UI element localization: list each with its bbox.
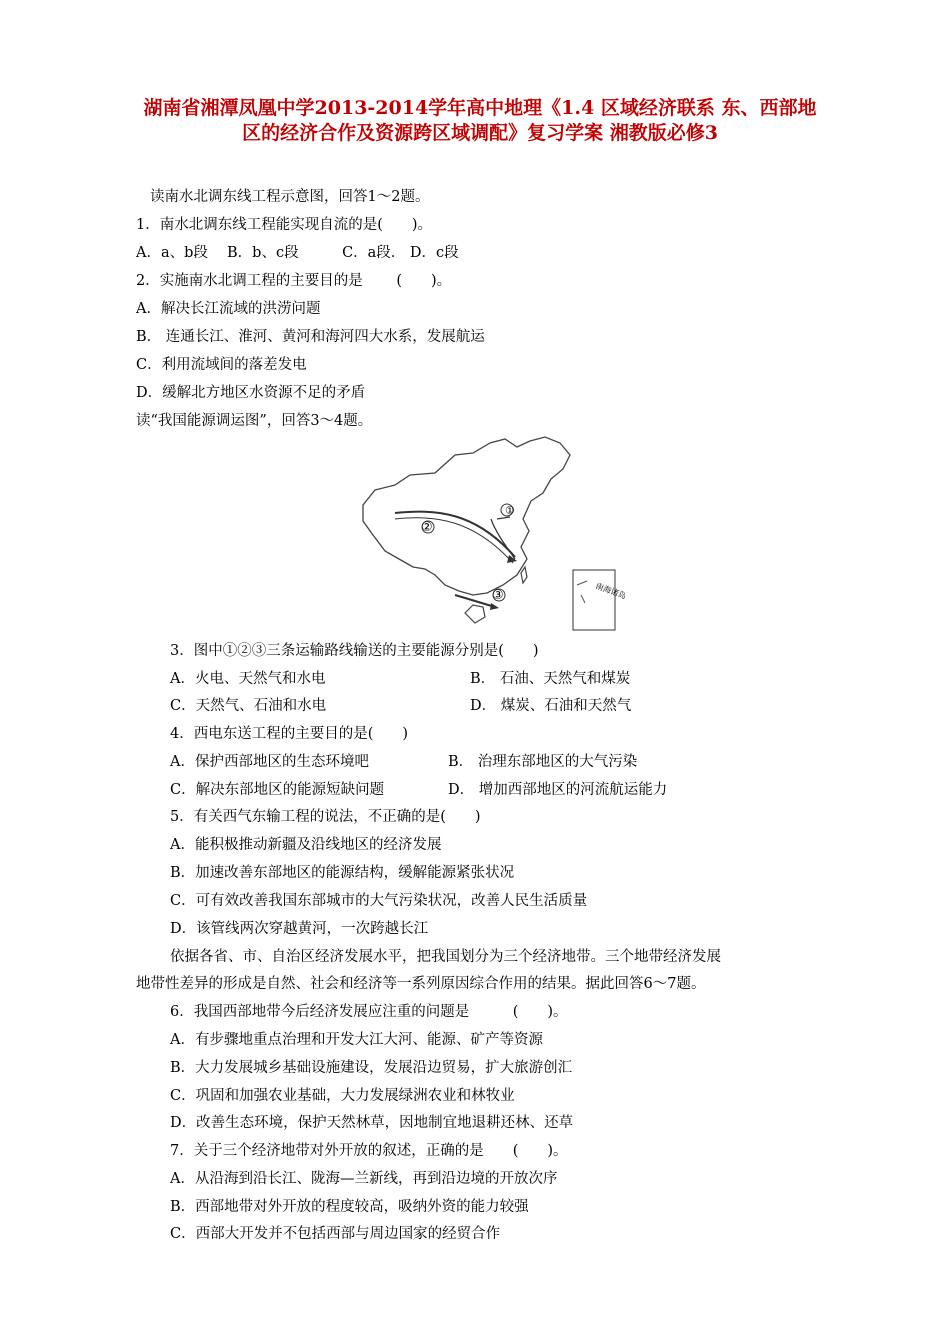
marker-1: ①: [505, 504, 515, 517]
option-c: C．西部大开发并不包括西部与周边国家的经贸合作: [170, 1226, 501, 1242]
option-d: D．改善生态环境，保护天然林草，因地制宜地退耕还林、还草: [170, 1115, 574, 1131]
south-china-sea-inset: [573, 570, 615, 630]
arrowhead: [490, 603, 499, 610]
document-title: 湖南省湘潭凤凰中学2013-2014学年高中地理《1.4 区域经济联系 东、西部地区的经济合作及资源跨区域调配》复习学案 湘教版必修3: [143, 97, 817, 144]
option-c: C．利用流域间的落差发电: [136, 357, 307, 373]
option-a: A．保护西部地区的生态环境吧: [170, 754, 369, 770]
question-stem: 1．南水北调东线工程能实现自流的是( )。: [136, 217, 433, 233]
question-stem: 6．我国西部地带今后经济发展应注重的问题是 ( )。: [170, 1004, 568, 1020]
question-stem: 7．关于三个经济地带对外开放的叙述，正确的是 ( )。: [170, 1143, 568, 1159]
option-c: C．解决东部地区的能源短缺问题: [170, 782, 385, 798]
question-stem: 4．西电东送工程的主要目的是( ): [170, 726, 409, 742]
option-c: C．天然气、石油和水电: [170, 698, 327, 714]
option-a: A．能积极推动新疆及沿线地区的经济发展: [170, 837, 442, 853]
option-b: B． 连通长江、淮河、黄河和海河四大水系，发展航运: [136, 329, 485, 345]
option-a: A．从沿海到沿长江、陇海—兰新线，再到沿边境的开放次序: [170, 1171, 558, 1187]
question-options: A．a、b段 B．b、c段 C．a段． D．c段: [136, 245, 459, 261]
intro-text: 依据各省、市、自治区经济发展水平，把我国划分为三个经济地带。三个地带经济发展: [170, 949, 721, 965]
intro-text: 地带性差异的形成是自然、社会和经济等一系列原因综合作用的结果。据此回答6～7题。: [136, 976, 706, 992]
option-c: C．巩固和加强农业基础，大力发展绿洲农业和林牧业: [170, 1088, 515, 1104]
intro-text: 读“我国能源调运图”，回答3～4题。: [136, 413, 373, 429]
option-a: A．有步骤地重点治理和开发大江大河、能源、矿产等资源: [170, 1032, 543, 1048]
option-d: D． 煤炭、石油和天然气: [470, 698, 632, 714]
option-d: D．该管线两次穿越黄河，一次跨越长江: [170, 921, 429, 937]
question-stem: 5．有关西气东输工程的说法，不正确的是( ): [170, 809, 481, 825]
route-1-arrow: [497, 517, 510, 519]
marker-2: ②: [421, 520, 433, 535]
option-d: D．缓解北方地区水资源不足的矛盾: [136, 385, 366, 401]
option-b: B．西部地带对外开放的程度较高，吸纳外资的能力较强: [170, 1199, 529, 1215]
option-a: A．火电、天然气和水电: [170, 671, 326, 687]
energy-transport-map: [355, 435, 625, 645]
route-2-line-b: [395, 518, 513, 563]
china-map-figure: [355, 435, 625, 645]
option-b: B．加速改善东部地区的能源结构，缓解能源紧张状况: [170, 865, 515, 881]
hainan-outline: [465, 605, 485, 623]
question-stem: 2．实施南水北调工程的主要目的是 ( )。: [136, 273, 452, 289]
marker-3: ③: [492, 588, 504, 603]
taiwan-outline: [521, 567, 527, 583]
inset-coast: [577, 581, 587, 603]
inset-label: 南海诸岛: [594, 581, 625, 601]
china-outline: [363, 437, 570, 595]
option-a: A．解决长江流域的洪涝问题: [136, 301, 321, 317]
option-b: B． 石油、天然气和煤炭: [470, 671, 631, 687]
intro-text: 读南水北调东线工程示意图，回答1～2题。: [150, 189, 430, 205]
option-b: B．大力发展城乡基础设施建设，发展沿边贸易，扩大旅游创汇: [170, 1060, 573, 1076]
question-stem: 3．图中①②③三条运输路线输送的主要能源分别是( ): [170, 643, 539, 659]
option-d: D． 增加西部地区的河流航运能力: [448, 782, 668, 798]
option-b: B． 治理东部地区的大气污染: [448, 754, 638, 770]
option-c: C．可有效改善我国东部城市的大气污染状况，改善人民生活质量: [170, 893, 588, 909]
